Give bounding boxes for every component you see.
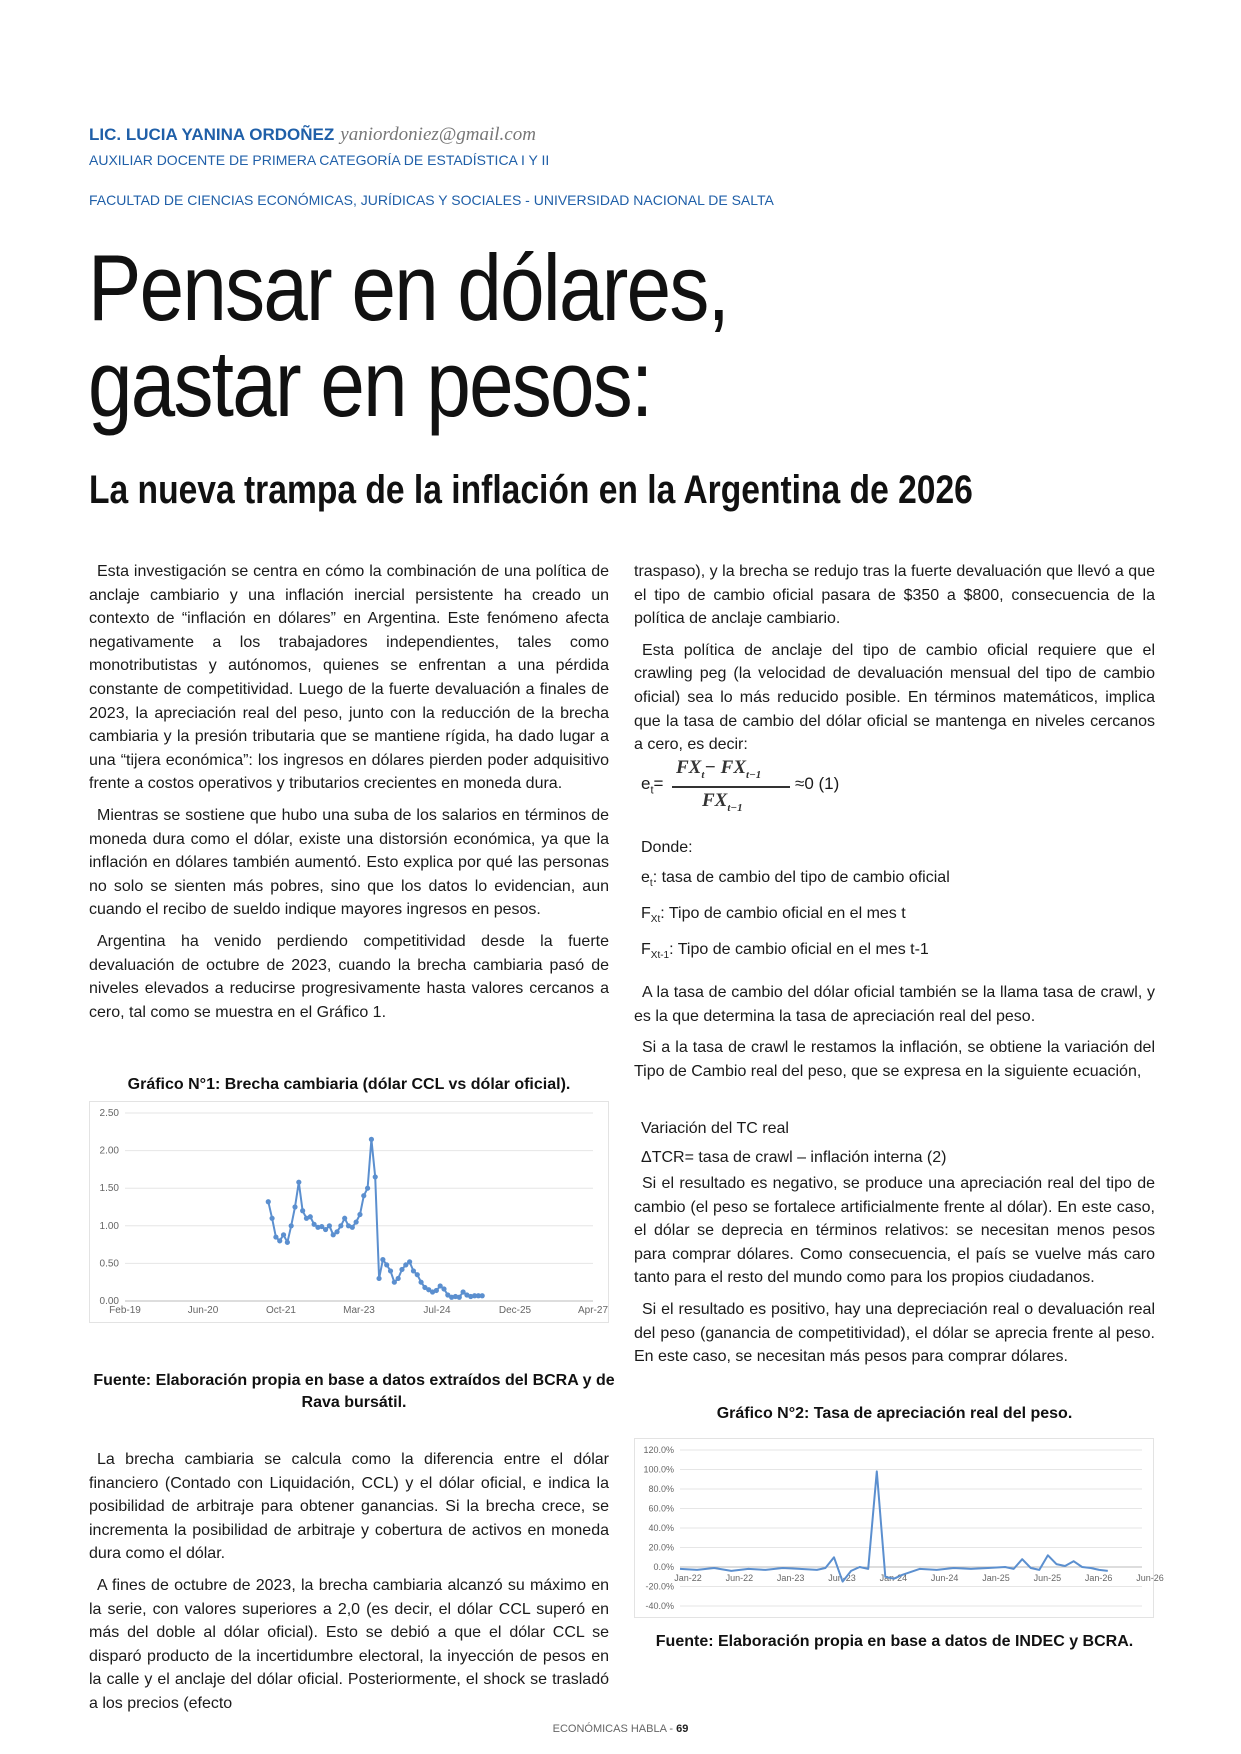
x-tick-label: Jan-23	[776, 1573, 805, 1583]
data-point	[434, 1288, 439, 1293]
paragraph: A la tasa de cambio del dólar oficial también se la llama tasa de crawl, y es la que determina la tasa de apreciación real del peso.	[634, 984, 1155, 1025]
chart1-caption: Gráfico N°1: Brecha cambiaria (dólar CCL vs dólar oficial).	[127, 1076, 571, 1093]
title-line-2: gastar en pesos:	[88, 331, 652, 436]
y-tick-label: -40.0%	[645, 1601, 674, 1611]
data-point	[285, 1240, 290, 1245]
author-role: AUXILIAR DOCENTE DE PRIMERA CATEGORÍA DE ESTADÍSTICA I Y II	[89, 152, 550, 168]
y-tick-label: 100.0%	[643, 1464, 674, 1475]
y-tick-label: 1.00	[99, 1220, 119, 1232]
x-tick-label: Jun-24	[930, 1573, 959, 1583]
data-point	[281, 1232, 286, 1237]
data-point	[361, 1193, 366, 1198]
data-point	[323, 1227, 328, 1232]
page-footer: ECONÓMICAS HABLA - 69	[552, 1723, 689, 1735]
data-point	[327, 1223, 332, 1228]
data-point	[399, 1267, 404, 1272]
formula-denominator: $FX_{t-1}$	[702, 790, 743, 814]
chart2	[634, 1438, 1164, 1618]
y-tick-label: 2.50	[99, 1108, 119, 1119]
y-tick-label: 20.0%	[648, 1542, 674, 1553]
paragraph: Si el resultado es positivo, hay una depreciación real o devaluación real del peso (ganancia de competitividad), el dólar se aprecia frente al peso. En este caso, se necesitan más pesos para comprar dólares.	[634, 1300, 1155, 1366]
data-point	[300, 1208, 305, 1213]
paragraph: Si a la tasa de crawl le restamos la inflación, se obtiene la variación del Tipo de Cambio real del peso, que se expresa en la siguiente ecuación,	[634, 1039, 1155, 1080]
data-point	[308, 1214, 313, 1219]
x-tick-label: Jan-24	[879, 1573, 908, 1583]
y-tick-label: 120.0%	[643, 1445, 674, 1455]
data-point	[411, 1268, 416, 1273]
data-point	[380, 1257, 385, 1262]
column-left-lower	[89, 1448, 609, 1724]
chart1-source: Fuente: Elaboración propia en base a datos extraídos del BCRA y de Rava bursátil.	[93, 1372, 615, 1411]
data-point	[369, 1137, 374, 1142]
paragraph: Argentina ha venido perdiendo competitividad desde la fuerte devaluación de octubre de 2023, cuando la brecha cambiaria pasó de niveles elevados a reducirse progresivamente hasta valores cercanos a cero, tal como se muestra en el Gráfico 1.	[89, 932, 609, 1021]
chart2-source: Fuente: Elaboración propia en base a datos de INDEC y BCRA.	[655, 1633, 1134, 1650]
author-email: yaniordoniez@gmail.com	[340, 124, 536, 145]
x-tick-label: Jan-25	[982, 1573, 1010, 1583]
data-point	[415, 1272, 420, 1277]
author-name: LIC. LUCIA YANINA ORDOÑEZ yaniordoniez@gmail.com	[89, 124, 536, 145]
x-tick-label: Dec-25	[498, 1305, 532, 1316]
chart2-caption: Gráfico N°2: Tasa de apreciación real del peso.	[716, 1405, 1073, 1422]
x-tick-label: Jun-22	[725, 1573, 754, 1583]
faculty-name: FACULTAD DE CIENCIAS ECONÓMICAS, JURÍDICAS Y SOCIALES - UNIVERSIDAD NACIONAL DE SALTA	[89, 192, 774, 208]
data-point	[407, 1259, 412, 1264]
data-point	[289, 1223, 294, 1228]
y-tick-label: -20.0%	[645, 1581, 674, 1592]
title-line-1: Pensar en dólares,	[88, 235, 729, 340]
data-point	[273, 1234, 278, 1239]
data-point	[338, 1223, 343, 1228]
paragraph: Mientras se sostiene que hubo una suba de los salarios en términos de moneda dura como el dólar, existe una distorsión económica, ya que la inflación en dólares también aumentó. Esto explica por qué las personas no solo se sienten más pobres, sino que los datos lo evidencian, aun cuando el recibo de sueldo indique mayores ingresos en pesos.	[89, 806, 609, 919]
data-point	[441, 1286, 446, 1291]
page-number: 69	[676, 1723, 689, 1735]
y-tick-label: 2.00	[99, 1145, 119, 1157]
data-point	[480, 1293, 485, 1298]
data-point	[350, 1225, 355, 1230]
x-tick-label: Jan-26	[1084, 1573, 1113, 1583]
data-point	[292, 1204, 297, 1209]
x-tick-label: Jun-26	[1136, 1573, 1164, 1583]
column-right	[634, 560, 1155, 765]
paragraph: Esta investigación se centra en cómo la combinación de una política de anclaje cambiario y una inflación inercial persistente ha creado un contexto de “inflación en dólares” en Argentina. Este fenómeno afecta negativamente a los trabajadores independientes, tales como monotributistas y autónomos, quienes se enfrentan a una pérdida constante de competitividad. Luego de la fuerte devaluación a finales de 2023, la apreciación real del peso, junto con la reducción de la brecha cambiaria y la presión tributaria que se mantiene rígida, ha dado lugar a una “tijera económica”: los ingresos en dólares pierden poder adquisitivo frente a costos operativos y tributarios crecientes en moneda dura.	[89, 563, 609, 793]
journal-name: ECONÓMICAS HABLA	[552, 1723, 667, 1735]
x-tick-label: Mar-23	[343, 1305, 375, 1316]
data-point	[365, 1186, 370, 1191]
data-point	[354, 1219, 359, 1224]
y-tick-label: 1.50	[99, 1183, 119, 1195]
chart1	[89, 1101, 609, 1323]
x-tick-label: Jul-24	[423, 1305, 451, 1316]
x-tick-label: Jun-20	[187, 1305, 219, 1316]
data-point	[418, 1280, 423, 1285]
data-point	[396, 1276, 401, 1281]
data-point	[277, 1238, 282, 1243]
formula-numerator: $FX_t- FX_{t-1}$	[676, 757, 762, 781]
column-right-mid	[634, 981, 1155, 1091]
x-tick-label: Jun-25	[1033, 1573, 1062, 1583]
data-point	[392, 1280, 397, 1285]
data-point	[266, 1199, 271, 1204]
article-subtitle: La nueva trampa de la inflación en la Argentina de 2026	[89, 468, 973, 512]
paragraph: La brecha cambiaria se calcula como la diferencia entre el dólar financiero (Contado con Liquidación, CCL) y el dólar oficial, e indica la posibilidad de arbitraje para obtener ganancias. Si la brecha crece, se incrementa la posibilidad de arbitraje y cobertura de activos en moneda dura como el dólar.	[89, 1451, 609, 1563]
x-tick-label: Apr-27	[577, 1305, 609, 1316]
paragraph: Si el resultado es negativo, se produce una apreciación real del tipo de cambio (el peso se fortalece artificialmente frente al dólar). En este caso, el dólar se deprecia en términos relativos: se necesitan menos pesos para comprar dólares. Como consecuencia, el país se vuelve más caro tanto para el resto del mundo como para los propios ciudadanos.	[634, 1175, 1155, 1287]
y-tick-label: 40.0%	[648, 1523, 674, 1533]
data-point	[357, 1212, 362, 1217]
data-point	[296, 1180, 301, 1185]
y-tick-label: 60.0%	[648, 1503, 674, 1514]
x-tick-label: Feb-19	[109, 1305, 141, 1316]
column-right-lower	[634, 1172, 1155, 1377]
y-tick-label: 80.0%	[648, 1484, 674, 1494]
x-tick-label: Oct-21	[265, 1305, 297, 1316]
data-point	[334, 1229, 339, 1234]
paragraph: Esta política de anclaje del tipo de cambio oficial requiere que el crawling peg (la velocidad de devaluación mensual del tipo de cambio oficial) sea lo más reducido posible. En términos matemáticos, implica que la tasa de cambio del dólar oficial se mantenga en niveles cercanos a cero, es decir:	[634, 641, 1155, 754]
data-point	[457, 1295, 462, 1300]
data-point	[269, 1216, 274, 1221]
fraction-bar	[672, 786, 790, 788]
data-point	[376, 1276, 381, 1281]
data-point	[373, 1174, 378, 1179]
chart-frame	[90, 1102, 609, 1323]
paragraph: A fines de octubre de 2023, la brecha cambiaria alcanzó su máximo en la serie, con valores superiores a 2,0 (es decir, el dólar CCL superó en más del doble al dólar oficial). Esto se debió a que el dólar CCL se disparó producto de la incertidumbre electoral, la inyección de pesos en la calle y el anclaje del dólar oficial. Posteriormente, el shock se trasladó a los precios (efecto	[89, 1576, 609, 1712]
definitions: Donde: $e_t$: tasa de cambio del tipo de cambio oficial $F_{Xt}$: Tipo de cambio oficial en el mes t $F_{Xt-1}$: Tipo de cambio oficial en el mes t-1	[641, 839, 950, 962]
y-tick-label: 0.50	[99, 1258, 119, 1270]
x-tick-label: Jun-23	[828, 1573, 856, 1583]
y-tick-label: 0.0%	[653, 1562, 674, 1572]
tcr-equation: Variación del TC real ΔTCR= tasa de crawl – inflación interna (2)	[641, 1120, 947, 1166]
article-title	[88, 235, 1006, 436]
data-point	[342, 1216, 347, 1221]
column-left	[89, 560, 609, 1032]
x-tick-label: Jan-22	[674, 1573, 702, 1583]
y-tick-label: 0.00	[99, 1296, 119, 1307]
paragraph: traspaso), y la brecha se redujo tras la fuerte devaluación que llevó a que el tipo de cambio oficial pasara de $350 a $800, consecuencia de la política de anclaje cambiario.	[634, 563, 1155, 628]
data-point	[384, 1262, 389, 1267]
data-point	[388, 1268, 393, 1273]
